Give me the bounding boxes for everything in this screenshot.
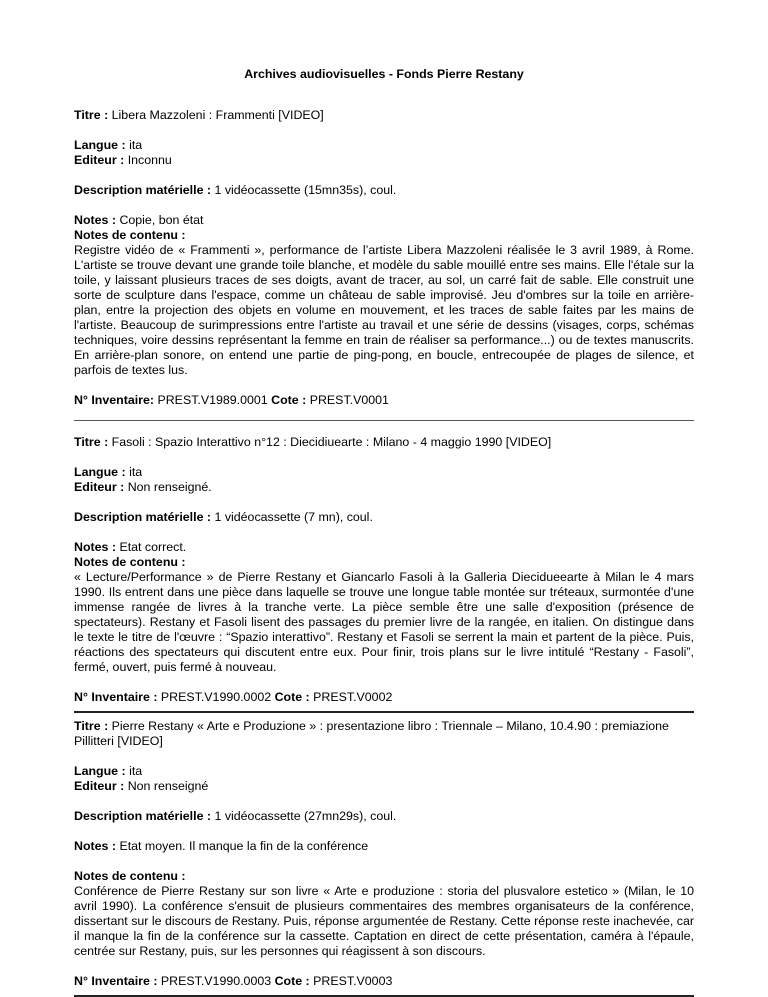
langue-label: Langue : — [74, 465, 126, 479]
language-value: ita — [129, 465, 143, 479]
record-1 — [74, 108, 694, 435]
titre-label: Titre : — [74, 435, 109, 449]
cote-label: Cote : — [274, 690, 310, 704]
record-3 — [74, 719, 694, 997]
description-label: Description matérielle : — [74, 183, 212, 197]
notes-value: Copie, bon état — [119, 213, 204, 227]
titre-label: Titre : — [74, 719, 109, 733]
inventory-line — [74, 393, 694, 408]
record-title-line — [74, 108, 694, 123]
cote-value: PREST.V0003 — [313, 974, 393, 988]
cote-value: PREST.V0002 — [313, 690, 393, 704]
record-title: Fasoli : Spazio Interattivo n°12 : Diecidiuearte : Milano - 4 maggio 1990 [VIDEO] — [111, 435, 552, 449]
publisher-value: Non renseigné. — [127, 480, 212, 494]
content-notes: « Lecture/Performance » de Pierre Restany et Giancarlo Fasoli à la Galleria Diecidueearte à Milan le 4 mars 1990. Ils entrent dans une pièce dans laquelle se trouve une longue table montée sur tréteaux, surmontée d'une immense rangée de livres à la tranche verte. La pièce semble être une salle d'exposition (présence de spectateurs). Restany et Fasoli lisent des passages du premier livre de la rangée, en italien. On distingue dans le texte le titre de l'œuvre : “Spazio interattivo”. Restany et Fasoli se serrent la main et partent de la pièce. Puis, réactions des spectateurs qui discutent entre eux. Pour finir, trois plans sur le livre intitulé “Restany - Fasoli”, fermé, ouvert, puis fermé à nouveau. — [74, 570, 694, 674]
notes-contenu-label: Notes de contenu : — [74, 869, 186, 883]
notes-line — [74, 540, 694, 555]
inventaire-label: N° Inventaire: — [74, 393, 155, 407]
description-line — [74, 183, 694, 198]
publisher-value: Inconnu — [127, 153, 172, 167]
description-value: 1 vidéocassette (27mn29s), coul. — [214, 809, 397, 823]
description-value: 1 vidéocassette (15mn35s), coul. — [214, 183, 397, 197]
langue-label: Langue : — [74, 764, 126, 778]
description-label: Description matérielle : — [74, 510, 212, 524]
description-value: 1 vidéocassette (7 mn), coul. — [214, 510, 373, 524]
record-list — [74, 108, 694, 997]
description-label: Description matérielle : — [74, 809, 212, 823]
inventaire-label: N° Inventaire : — [74, 974, 158, 988]
description-line — [74, 510, 694, 525]
notes-label: Notes : — [74, 540, 116, 554]
record-title: Libera Mazzoleni : Frammenti [VIDEO] — [111, 108, 324, 122]
publisher-line — [74, 480, 694, 495]
cote-value: PREST.V0001 — [309, 393, 389, 407]
record-2 — [74, 435, 694, 719]
notes-label: Notes : — [74, 213, 116, 227]
language-line — [74, 138, 694, 153]
editeur-label: Editeur : — [74, 153, 125, 167]
inventory-value: PREST.V1989.0001 — [157, 393, 268, 407]
notes-value: Etat moyen. Il manque la fin de la conférence — [119, 839, 369, 853]
notes-line — [74, 839, 694, 854]
titre-label: Titre : — [74, 108, 109, 122]
publisher-line — [74, 153, 694, 168]
notes-line — [74, 213, 694, 228]
content-notes: Conférence de Pierre Restany sur son livre « Arte e produzione : storia del plusvalore estetico » (Milan, le 10 avril 1990). La conférence s'ensuit de plusieurs commentaires des membres organisateurs de la conférence, dissertant sur le discours de Restany. Puis, réponse argumentée de Restany. Cette réponse reste inachevée, car il manque la fin de la conférence sur la cassette. Captation en direct de cette présentation, caméra à l'épaule, centrée sur Restany, puis, sur les personnes qui réagissent à son discours. — [74, 884, 694, 958]
record-title-line — [74, 435, 694, 450]
inventory-value: PREST.V1990.0002 — [160, 690, 272, 704]
language-line — [74, 764, 694, 779]
notes-contenu-label: Notes de contenu : — [74, 228, 186, 242]
cote-label: Cote : — [271, 393, 307, 407]
language-line — [74, 465, 694, 480]
language-value: ita — [129, 138, 143, 152]
notes-contenu-label: Notes de contenu : — [74, 555, 186, 569]
cote-label: Cote : — [274, 974, 310, 988]
inventory-value: PREST.V1990.0003 — [160, 974, 272, 988]
language-value: ita — [129, 764, 143, 778]
record-title-line — [74, 719, 694, 749]
content-notes-label-line — [74, 869, 694, 884]
document-title: Archives audiovisuelles - Fonds Pierre Restany — [244, 67, 524, 81]
editeur-label: Editeur : — [74, 779, 125, 793]
notes-value: Etat correct. — [119, 540, 187, 554]
content-notes-label-line — [74, 555, 694, 570]
langue-label: Langue : — [74, 138, 126, 152]
notes-label: Notes : — [74, 839, 116, 853]
editeur-label: Editeur : — [74, 480, 125, 494]
record-title: Pierre Restany « Arte e Produzione » : presentazione libro : Triennale – Milano, 10.4.90 : premiazione Pillitteri [VIDEO] — [74, 719, 669, 748]
publisher-value: Non renseigné — [127, 779, 209, 793]
content-notes-label-line — [74, 228, 694, 243]
inventory-line — [74, 690, 694, 705]
inventaire-label: N° Inventaire : — [74, 690, 158, 704]
inventory-line — [74, 974, 694, 989]
publisher-line — [74, 779, 694, 794]
description-line — [74, 809, 694, 824]
content-notes: Registre vidéo de « Frammenti », performance de l’artiste Libera Mazzoleni réalisée le 3 avril 1989, à Rome. L'artiste se trouve devant une grande toile blanche, et modèle du sable mouillé entre ses mains. Elle l'étale sur la toile, y laissant plusieurs traces de ses doigts, avant de tracer, au sol, un carré fait de sable. Elle construit une sorte de sculpture dans l'espace, comme un château de sable improvisé. Jeu d'ombres sur la toile en arrière-plan, entre la projection des objets en volume en mouvement, et les traces de sable faites par les mains de l'artiste. Beaucoup de surimpressions entre l'artiste au travail et une série de dessins (visages, corps, schémas techniques, voire dessins représentant la femme en train de réaliser sa performance...) ou de textes manuscrits. En arrière-plan sonore, on entend une partie de ping-pong, en boucle, entrecoupée de plages de silence, et parfois de textes lus. — [74, 243, 694, 377]
